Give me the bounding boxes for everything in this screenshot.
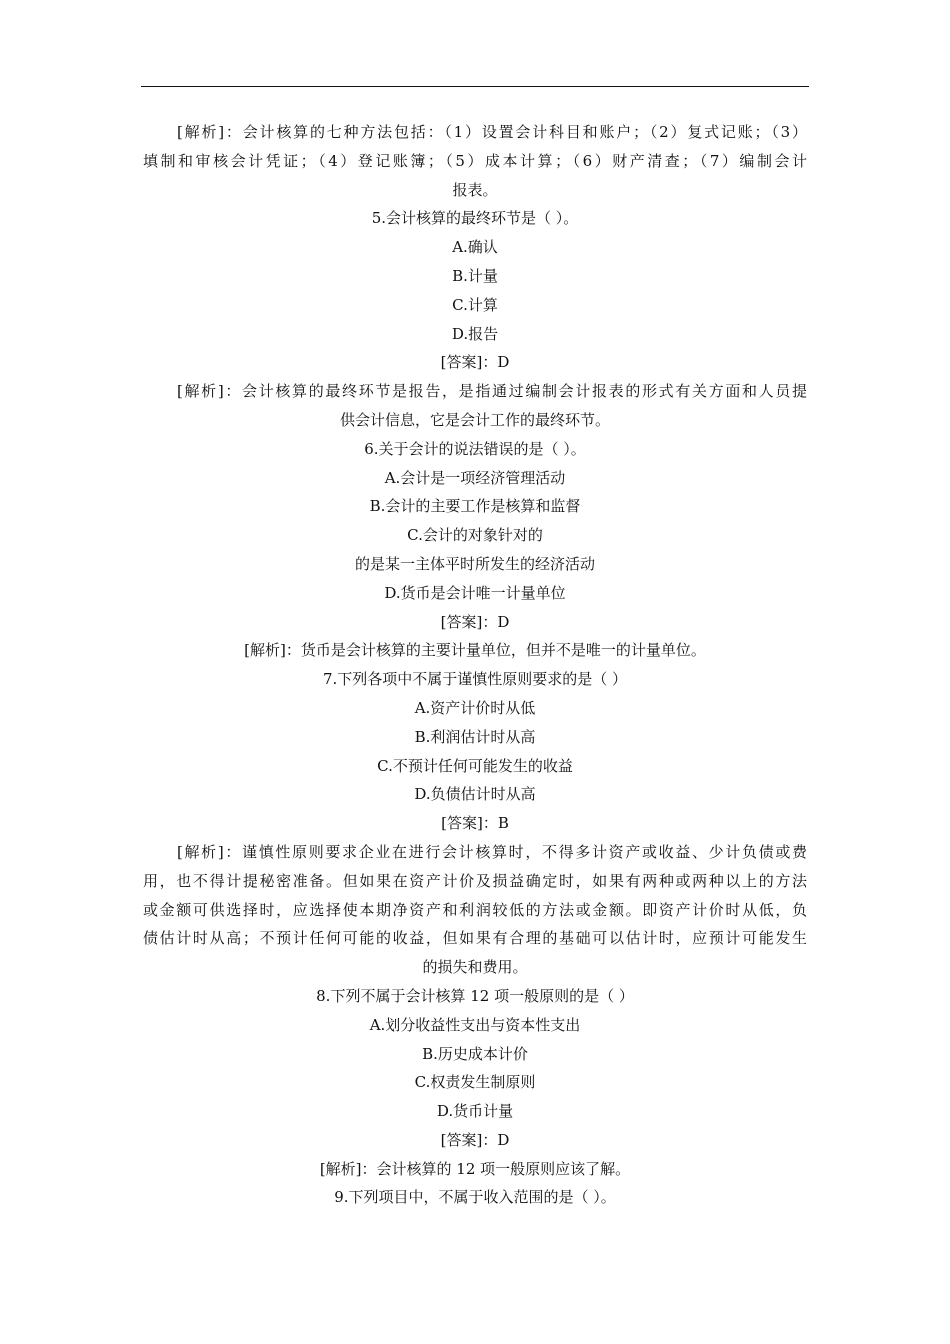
q6-option-d: D.货币是会计唯一计量单位	[384, 583, 566, 602]
document-body	[143, 118, 807, 1212]
q6-option-c-continued: 的是某一主体平时所发生的经济活动	[354, 554, 595, 573]
q7-analysis-line-3: 或金额可供选择时，应选择使本期净资产和利润较低的方法或金额。即资产计价时从低，负	[143, 900, 807, 919]
q5-option-a: A.确认	[452, 238, 498, 257]
q5-option-d: D.报告	[451, 324, 499, 343]
q7-option-a: A.资产计价时从低	[414, 698, 536, 717]
q5-option-c: C.计算	[452, 295, 498, 314]
q5-analysis-line-1: [解析]：会计核算的最终环节是报告，是指通过编制会计报表的形式有关方面和人员提	[177, 382, 807, 401]
q7-question: 7.下列各项中不属于谨慎性原则要求的是（ ）	[322, 670, 628, 689]
q8-answer: [答案]：D	[440, 1130, 510, 1149]
q5-option-b: B.计量	[452, 266, 498, 285]
q7-option-d: D.负债估计时从高	[414, 785, 536, 804]
q7-answer: [答案]：B	[441, 814, 509, 833]
q7-analysis-line-5: 的损失和费用。	[422, 958, 528, 977]
q8-option-c: C.权责发生制原则	[414, 1073, 536, 1092]
q9-question: 9.下列项目中，不属于收入范围的是（ ）。	[334, 1188, 616, 1207]
q7-analysis-line-4: 债估计时从高；不预计任何可能的收益，但如果有合理的基础可以估计时，应预计可能发生	[143, 929, 807, 948]
q6-option-c: C.会计的对象针对的	[407, 526, 543, 545]
q6-option-b: B.会计的主要工作是核算和监督	[369, 497, 581, 516]
q5-question: 5.会计核算的最终环节是（ ）。	[371, 209, 579, 228]
q4-analysis-line-1: [解析]：会计核算的七种方法包括：（1）设置会计科目和账户；（2）复式记账；（3）	[177, 123, 807, 141]
q7-option-c: C.不预计任何可能发生的收益	[377, 756, 573, 775]
q7-option-b: B.利润估计时从高	[414, 727, 536, 746]
q6-answer: [答案]：D	[440, 612, 510, 631]
header-rule	[141, 86, 809, 87]
q7-analysis-line-1: [解析]：谨慎性原则要求企业在进行会计核算时，不得多计资产或收益、少计负债或费	[177, 842, 807, 861]
q4-analysis-line-3: 报表。	[452, 180, 498, 199]
q6-analysis: [解析]：货币是会计核算的主要计量单位，但并不是唯一的计量单位。	[244, 641, 706, 660]
q5-analysis-line-2: 供会计信息，它是会计工作的最终环节。	[339, 410, 610, 429]
q8-option-b: B.历史成本计价	[422, 1044, 528, 1063]
q8-question: 8.下列不属于会计核算 12 项一般原则的是（ ）	[316, 986, 634, 1005]
q7-analysis-line-2: 用，也不得计提秘密准备。但如果在资产计价及损益确定时，如果有两种或两种以上的方法	[143, 871, 807, 890]
q6-option-a: A.会计是一项经济管理活动	[384, 468, 566, 487]
q8-analysis: [解析]：会计核算的 12 项一般原则应该了解。	[319, 1159, 631, 1178]
q6-question: 6.关于会计的说法错误的是（ ）。	[364, 439, 586, 458]
q5-answer: [答案]：D	[440, 353, 510, 372]
q4-analysis-line-2: 填制和审核会计凭证；（4）登记账簿；（5）成本计算；（6）财产清查；（7）编制会计	[143, 151, 807, 170]
q8-option-d: D.货币计量	[436, 1102, 514, 1121]
q8-option-a: A.划分收益性支出与资本性支出	[369, 1015, 581, 1034]
